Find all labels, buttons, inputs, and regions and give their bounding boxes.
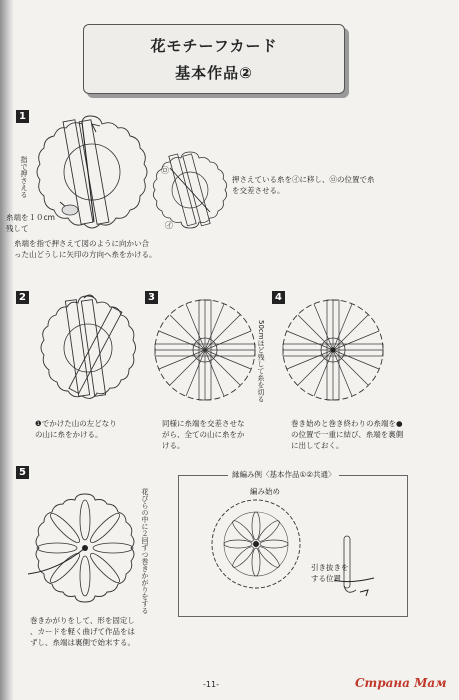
step-3-caption: 同様に糸端を交差させな がら、全ての山に糸をか ける。 <box>162 419 245 450</box>
mark-i: ㋑ <box>165 221 173 230</box>
step-5-number: 5 <box>16 466 29 479</box>
step-1-side-note: 糸端を１０cm 残して <box>6 213 55 233</box>
page-subtitle: 基本作品② <box>175 64 253 82</box>
page-number: -11- <box>203 680 219 689</box>
step-3-number: 3 <box>145 291 158 304</box>
step-4-caption: 巻き始めと巻き終わりの糸端を● の位置で一重に結び、糸端を裏側 に出しておく。 <box>291 419 404 450</box>
step-3-vertical-note: 50cmほど残して糸を切る <box>257 320 265 403</box>
step-1-diagram <box>30 112 150 240</box>
mark-ro: ㋺ <box>161 166 169 175</box>
title-box <box>83 24 345 94</box>
page-binding-shadow <box>0 0 14 700</box>
edge-start-label: 編み始め <box>250 487 280 496</box>
step-1-sub-diagram <box>150 148 230 232</box>
pull-through-label: 引き抜きを する位置 <box>311 563 349 583</box>
watermark: Страна Мам <box>355 676 447 690</box>
edge-example-title: 縁編み例〈基本作品①②共通〉 <box>228 469 339 480</box>
step-1-caption: 糸端を指で押さえて図のように向かい合 った山どうしに矢印の方向へ糸をかける。 <box>14 239 157 259</box>
step-1-vertical-note: 指で押さえる <box>20 156 28 198</box>
step-2-diagram <box>32 292 142 408</box>
step-1-number: 1 <box>16 110 29 123</box>
step-1-sub-caption: 押さえている糸を㋑に移し、㋺の位置で糸 を交差させる。 <box>232 175 375 195</box>
step-4-number: 4 <box>272 291 285 304</box>
step-5-caption: 巻きかがりをして、形を固定し 、カードを軽く曲げて作品をは ずし、糸端は裏側で始末する。 <box>30 616 135 647</box>
page-title: 花モチーフカード <box>150 37 278 55</box>
step-3-diagram <box>150 292 260 408</box>
step-2-number: 2 <box>16 291 29 304</box>
step-2-caption: ❶でかけた山の左どなり の山に糸をかける。 <box>35 419 117 439</box>
step-5-vertical-note: 花びらの中に２回ずつ巻きかがりをする <box>141 488 149 614</box>
edge-example-diagram <box>208 496 304 592</box>
step-5-diagram <box>28 490 142 606</box>
step-4-diagram <box>278 292 388 408</box>
